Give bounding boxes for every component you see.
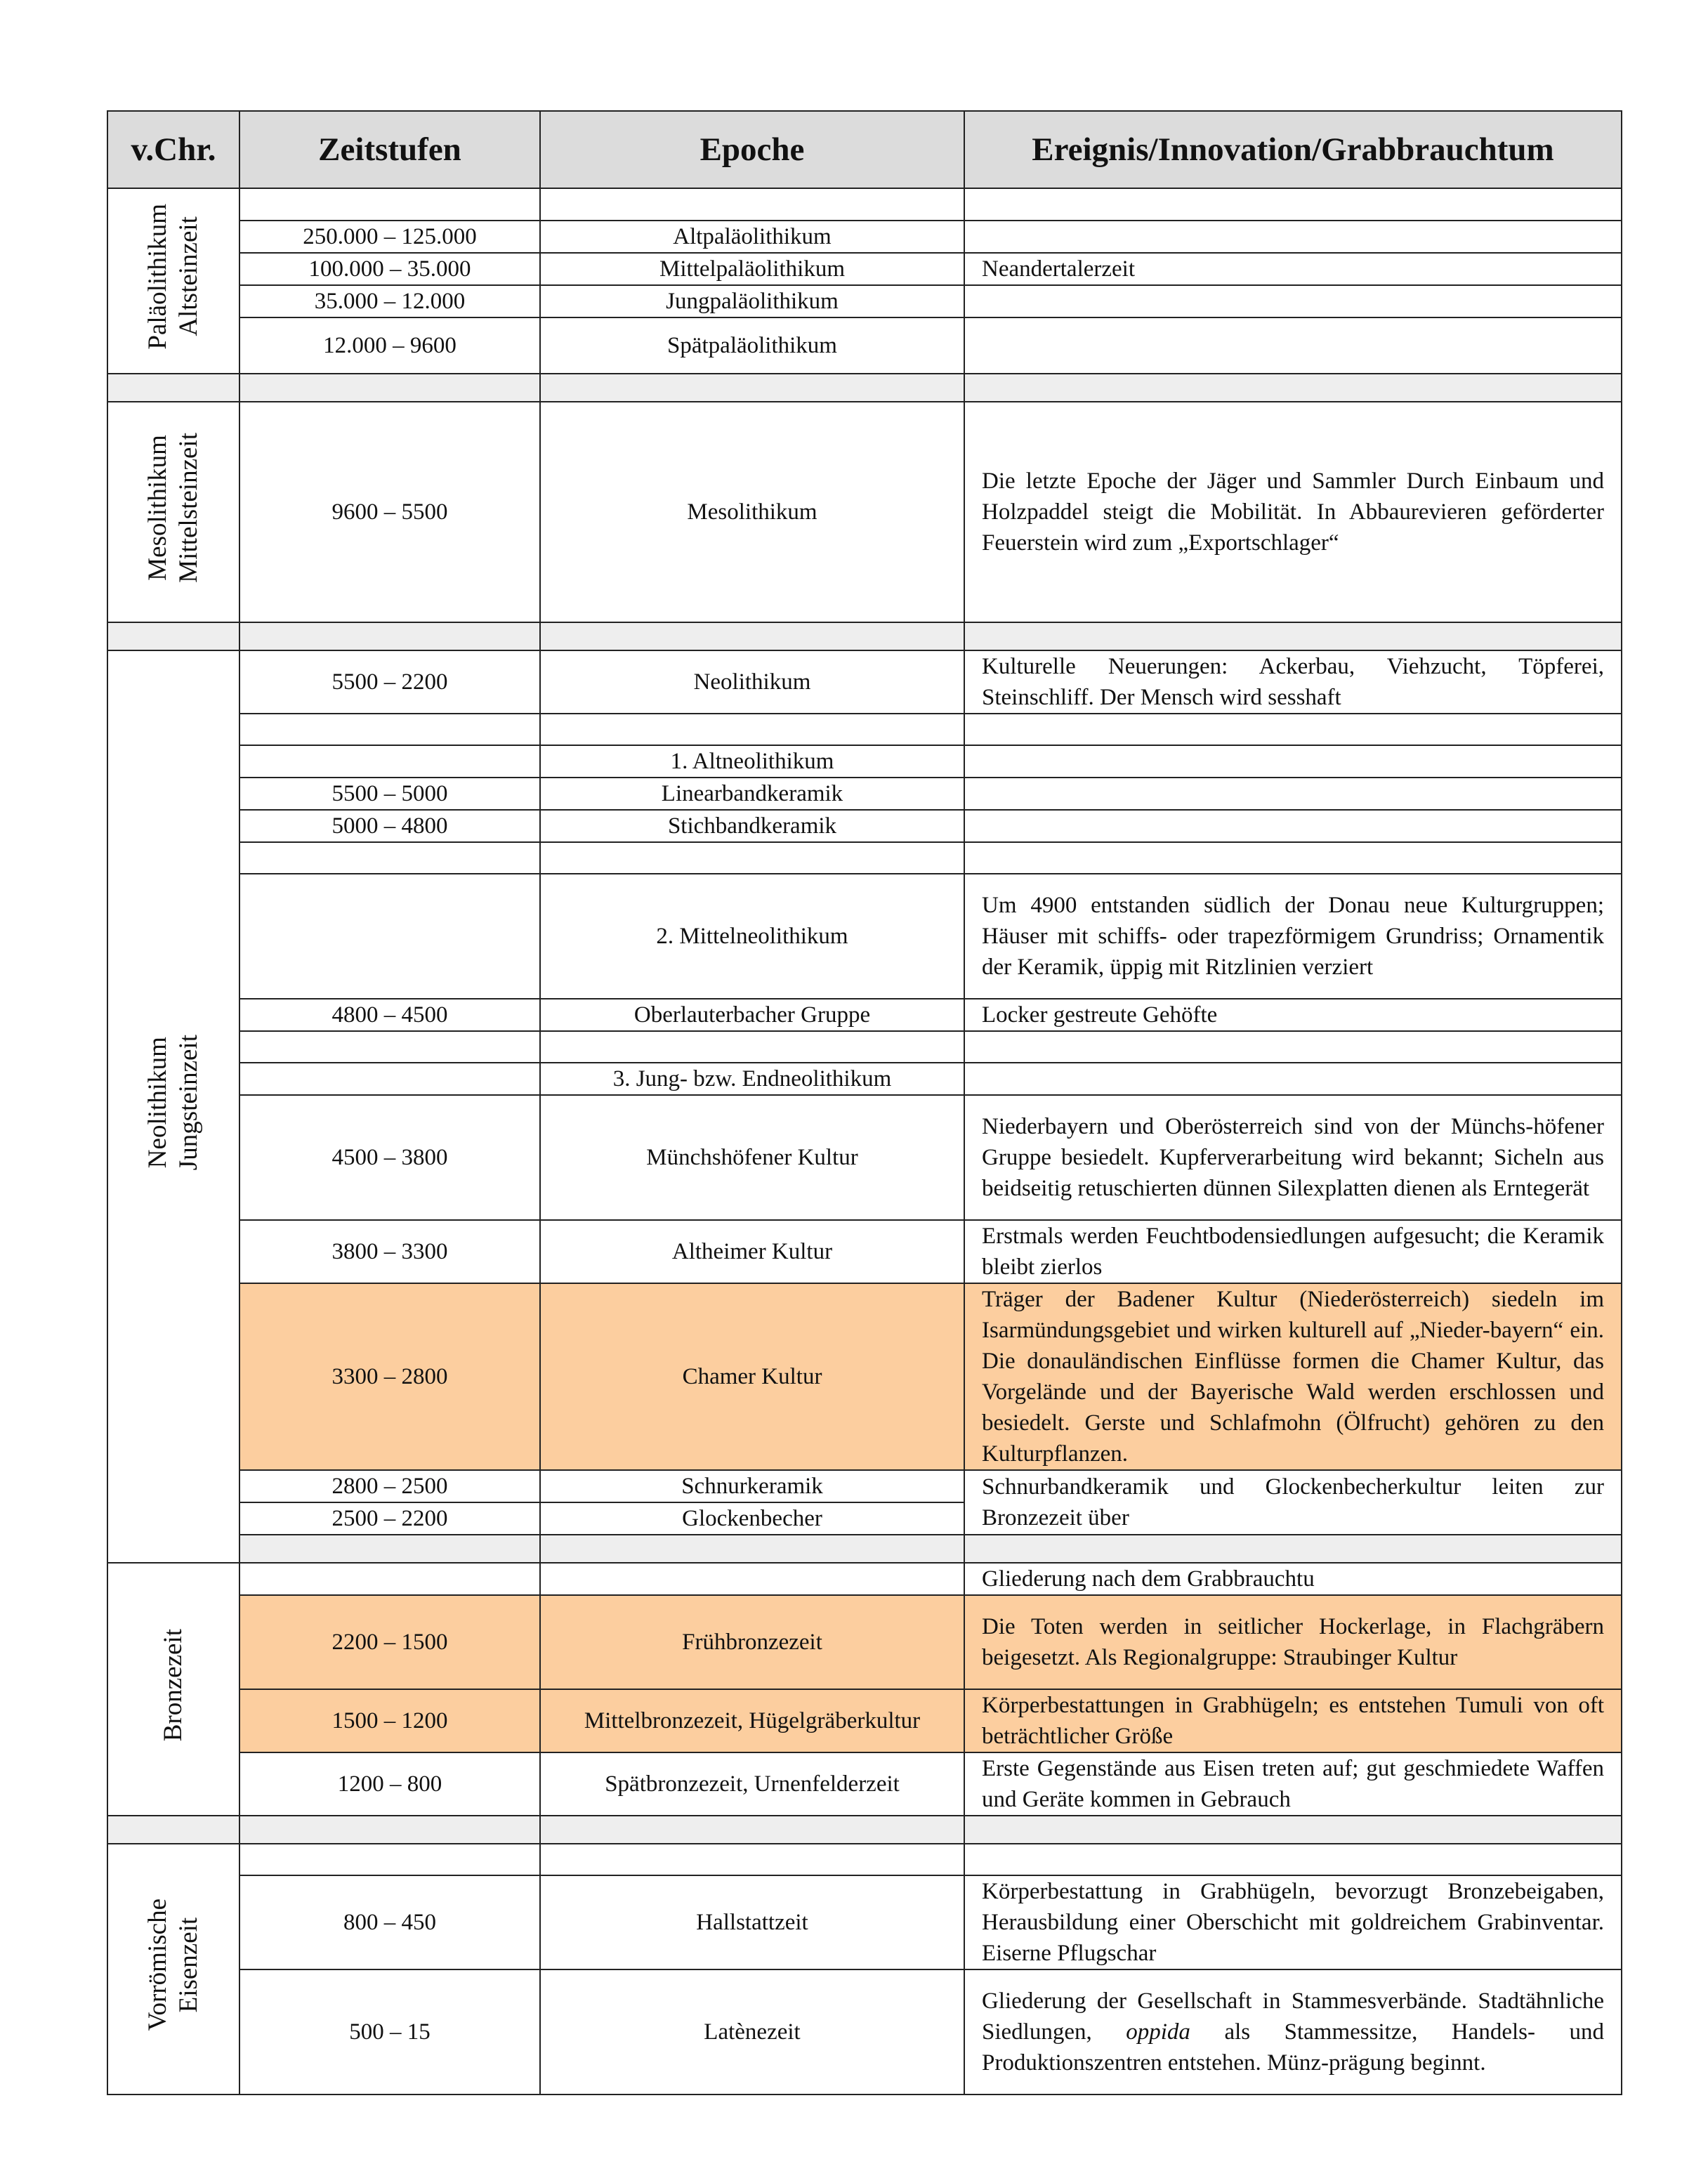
- epoch-cell: Mesolithikum: [540, 402, 964, 622]
- event-cell: Körperbestattungen in Grabhügeln; es entstehen Tumuli von oft beträchtlicher Größe: [964, 1689, 1622, 1752]
- time-cell: 4800 – 4500: [239, 999, 540, 1031]
- table-row: [107, 842, 1622, 874]
- epoch-cell: Frühbronzezeit: [540, 1595, 964, 1689]
- time-cell: 3800 – 3300: [239, 1220, 540, 1283]
- era-label: Mesolithikum: [143, 435, 172, 581]
- epoch-cell: [540, 1031, 964, 1063]
- time-cell: 800 – 450: [239, 1875, 540, 1969]
- event-cell: [964, 1063, 1622, 1095]
- time-cell: 1200 – 800: [239, 1752, 540, 1816]
- time-cell: 500 – 15: [239, 1969, 540, 2094]
- time-cell: [239, 1063, 540, 1095]
- epoch-cell: 1. Altneolithikum: [540, 745, 964, 778]
- event-cell: Erstmals werden Feuchtbodensiedlungen aufgesucht; die Keramik bleibt zierlos: [964, 1220, 1622, 1283]
- era-cell-palaeolithikum: [107, 188, 239, 374]
- event-cell: [964, 778, 1622, 810]
- table-row: [107, 1875, 1622, 1969]
- table-row: [107, 778, 1622, 810]
- epoch-cell: Schnurkeramik: [540, 1470, 964, 1502]
- event-cell: [964, 188, 1622, 221]
- era-cell-mesolithikum: [107, 402, 239, 622]
- era-label: Eisenzeit: [174, 1917, 203, 2013]
- era-label: Neolithikum: [143, 1036, 172, 1169]
- era-cell-eisenzeit: [107, 1844, 239, 2094]
- table-row: [107, 999, 1622, 1031]
- table-row: [107, 1470, 1622, 1502]
- time-cell: [239, 1563, 540, 1595]
- event-cell: Die Toten werden in seitlicher Hockerlage, in Flachgräbern beigesetzt. Als Regionalgruppe: Straubinger Kultur: [964, 1595, 1622, 1689]
- header-epoche: Epoche: [540, 111, 964, 188]
- event-cell: Neandertalerzeit: [964, 253, 1622, 285]
- time-cell: 2200 – 1500: [239, 1595, 540, 1689]
- time-cell: 4500 – 3800: [239, 1095, 540, 1220]
- event-cell: [964, 1969, 1622, 2094]
- epoch-cell: Latènezeit: [540, 1969, 964, 2094]
- event-text: Gliederung der Gesellschaft in Stammesverbände. Stadtähnliche Siedlungen,: [982, 1988, 1604, 2045]
- table-row: [107, 317, 1622, 374]
- epoch-cell: Münchshöfener Kultur: [540, 1095, 964, 1220]
- epoch-cell: Mittelbronzezeit, Hügelgräberkultur: [540, 1689, 964, 1752]
- table-row: [107, 650, 1622, 714]
- era-cell-bronzezeit: [107, 1563, 239, 1816]
- header-ereignis: Ereignis/Innovation/Grabbrauchtum: [964, 111, 1622, 188]
- time-cell: 1500 – 1200: [239, 1689, 540, 1752]
- table-row: [107, 745, 1622, 778]
- time-cell: 2800 – 2500: [239, 1470, 540, 1502]
- header-zeitstufen: Zeitstufen: [239, 111, 540, 188]
- epoch-cell: [540, 842, 964, 874]
- event-cell: Niederbayern und Oberösterreich sind von der Münchs-höfener Gruppe besiedelt. Kupferverarbeitung wird bekannt; Sicheln aus beidseitig retuschierten dünnen Silexplatten dienen als Erntegerät: [964, 1095, 1622, 1220]
- event-cell: [964, 285, 1622, 317]
- event-cell: Träger der Badener Kultur (Niederösterreich) siedeln im Isarmündungsgebiet und wirken kulturell auf „Nieder-bayern“ ein. Die donauländischen Einflüsse formen die Chamer Kultur, das Vorgelände und der Bayerische Wald werden erschlossen und besiedelt. Gerste und Schlafmohn (Ölfrucht) gehören zu den Kulturpflanzen.: [964, 1283, 1622, 1470]
- time-cell: 12.000 – 9600: [239, 317, 540, 374]
- time-cell: 35.000 – 12.000: [239, 285, 540, 317]
- epoch-cell: [540, 1844, 964, 1875]
- era-label: Paläolithikum: [143, 204, 172, 350]
- event-cell: [964, 745, 1622, 778]
- table-row: [107, 1844, 1622, 1875]
- table-row: [107, 1689, 1622, 1752]
- table-row: [107, 221, 1622, 253]
- time-cell: [239, 874, 540, 999]
- era-label: Jungsteinzeit: [174, 1034, 203, 1171]
- era-label: Altsteinzeit: [174, 216, 203, 337]
- time-cell: [239, 842, 540, 874]
- epoch-cell: 2. Mittelneolithikum: [540, 874, 964, 999]
- epoch-cell: Spätbronzezeit, Urnenfelderzeit: [540, 1752, 964, 1816]
- table-row: [107, 253, 1622, 285]
- epoch-cell: Chamer Kultur: [540, 1283, 964, 1470]
- era-cell-neolithikum: [107, 650, 239, 1563]
- table-row: [107, 714, 1622, 745]
- era-label: Bronzezeit: [159, 1628, 188, 1742]
- time-cell: 2500 – 2200: [239, 1502, 540, 1535]
- event-cell: Um 4900 entstanden südlich der Donau neue Kulturgruppen; Häuser mit schiffs- oder trapezförmigem Grundriss; Ornamentik der Keramik, üppig mit Ritzlinien verziert: [964, 874, 1622, 999]
- event-cell: [964, 221, 1622, 253]
- epoch-cell: Linearbandkeramik: [540, 778, 964, 810]
- era-label: Vorrömische: [143, 1899, 172, 2031]
- header-row: [107, 111, 1622, 188]
- epoch-cell: Altheimer Kultur: [540, 1220, 964, 1283]
- header-vchr: v.Chr.: [107, 111, 239, 188]
- epoch-cell: Glockenbecher: [540, 1502, 964, 1535]
- epoch-cell: [540, 188, 964, 221]
- table-row: [107, 1752, 1622, 1816]
- epoch-cell: [540, 714, 964, 745]
- epoch-cell: Neolithikum: [540, 650, 964, 714]
- event-cell: [964, 1844, 1622, 1875]
- event-cell: [964, 714, 1622, 745]
- epoch-cell: Altpaläolithikum: [540, 221, 964, 253]
- table-row: [107, 1220, 1622, 1283]
- epoch-cell: Jungpaläolithikum: [540, 285, 964, 317]
- epoch-cell: Oberlauterbacher Gruppe: [540, 999, 964, 1031]
- time-cell: [239, 188, 540, 221]
- event-cell: [964, 810, 1622, 842]
- event-cell: Körperbestattung in Grabhügeln, bevorzugt Bronzebeigaben, Herausbildung einer Oberschicht mit goldreichem Grabinventar. Eiserne Pflugschar: [964, 1875, 1622, 1969]
- event-cell: Die letzte Epoche der Jäger und Sammler Durch Einbaum und Holzpaddel steigt die Mobilität. In Abbaurevieren geförderter Feuerstein wird zum „Exportschlager“: [964, 402, 1622, 622]
- table-row: [107, 285, 1622, 317]
- epoch-cell: Spätpaläolithikum: [540, 317, 964, 374]
- table-row: [107, 810, 1622, 842]
- table-row: [107, 1095, 1622, 1220]
- time-cell: 3300 – 2800: [239, 1283, 540, 1470]
- chronology-table: [107, 110, 1622, 2095]
- table-row: [107, 1595, 1622, 1689]
- time-cell: [239, 1031, 540, 1063]
- time-cell: 250.000 – 125.000: [239, 221, 540, 253]
- event-text: als Stammessitze, Handels- und Produktionszentren entstehen. Münz-prägung beginnt.: [982, 2019, 1604, 2076]
- event-cell: [964, 842, 1622, 874]
- epoch-cell: Stichbandkeramik: [540, 810, 964, 842]
- time-cell: [239, 745, 540, 778]
- event-cell: Schnurbandkeramik und Glockenbecherkultur leiten zur Bronzezeit über: [964, 1470, 1622, 1535]
- time-cell: 5500 – 5000: [239, 778, 540, 810]
- table-row: [107, 1283, 1622, 1470]
- separator-row: [107, 1816, 1622, 1844]
- table-row: [107, 1563, 1622, 1595]
- event-cell: Kulturelle Neuerungen: Ackerbau, Viehzucht, Töpferei, Steinschliff. Der Mensch wird sesshaft: [964, 650, 1622, 714]
- event-cell: [964, 317, 1622, 374]
- epoch-cell: Mittelpaläolithikum: [540, 253, 964, 285]
- epoch-cell: Hallstattzeit: [540, 1875, 964, 1969]
- table-row: [107, 1969, 1622, 2094]
- table-row: [107, 1063, 1622, 1095]
- epoch-cell: [540, 1563, 964, 1595]
- epoch-cell: 3. Jung- bzw. Endneolithikum: [540, 1063, 964, 1095]
- time-cell: 9600 – 5500: [239, 402, 540, 622]
- table-row: [107, 874, 1622, 999]
- separator-row: [107, 622, 1622, 650]
- separator-row: [107, 1535, 1622, 1563]
- era-label: Mittelsteinzeit: [174, 433, 203, 583]
- event-cell: Gliederung nach dem Grabbrauchtu: [964, 1563, 1622, 1595]
- event-cell: Locker gestreute Gehöfte: [964, 999, 1622, 1031]
- time-cell: [239, 714, 540, 745]
- time-cell: [239, 1844, 540, 1875]
- table-row: [107, 402, 1622, 622]
- time-cell: 5500 – 2200: [239, 650, 540, 714]
- event-text-emphasis: oppida: [1126, 2019, 1190, 2045]
- event-cell: [964, 1031, 1622, 1063]
- event-cell: Erste Gegenstände aus Eisen treten auf; gut geschmiedete Waffen und Geräte kommen in Gebrauch: [964, 1752, 1622, 1816]
- table-row: [107, 1031, 1622, 1063]
- time-cell: 100.000 – 35.000: [239, 253, 540, 285]
- table-row: [107, 188, 1622, 221]
- separator-row: [107, 374, 1622, 402]
- time-cell: 5000 – 4800: [239, 810, 540, 842]
